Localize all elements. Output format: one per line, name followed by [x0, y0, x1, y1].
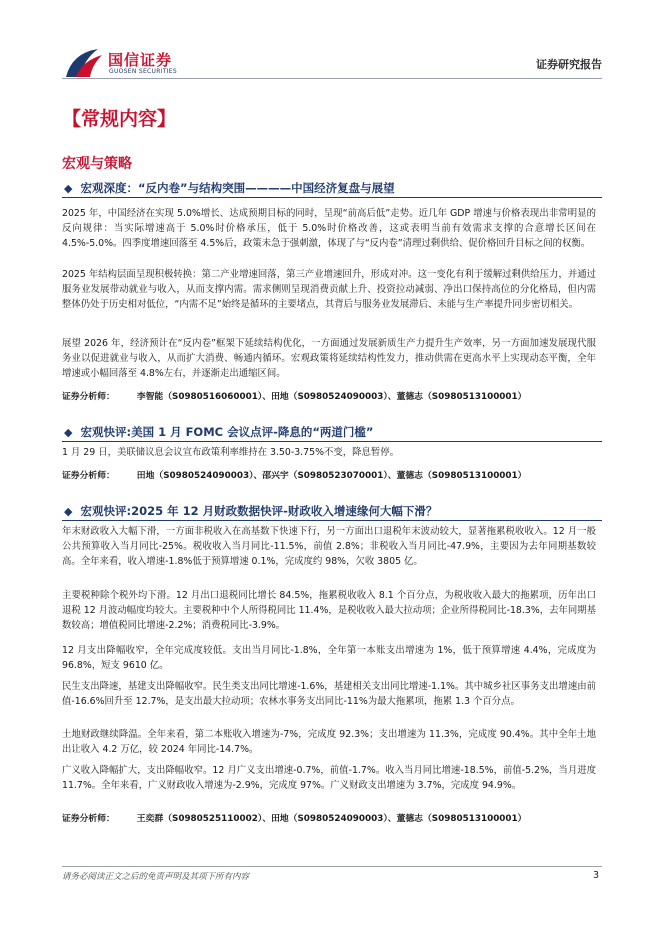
analyst-names: 李智能（S0980516060001）、田地（S0980524090003）、董德志（S0980513100001） [136, 392, 527, 402]
analyst-names: 王奕群（S0980525110002）、田地（S0980524090003）、董德志（S0980513100001） [136, 814, 527, 824]
paragraph: 1 月 29 日，美联储议息会议宣布政策利率维持在 3.50-3.75%不变，降息暂停。 [62, 447, 399, 458]
topic-title: 宏观快评:2025 年 12 月财政数据快评-财政收入增速缘何大幅下滑？ [80, 504, 438, 518]
paragraph: 展望 2026 年，经济预计在“反内卷”框架下延续结构优化，一方面通过发展新质生产力提升生产效率，另一方面加速发展现代服务业以促进就业与收入，从而扩大消费、畅通内循环。宏观政策将延续结构性发力，推动供需在更高水平上实现动态平衡，全年增速或小幅回落至 4.8%左右，并逐渐走出通缩区间。 [62, 338, 596, 379]
page-header [62, 42, 602, 82]
paragraph: 2025 年，中国经济在实现 5.0%增长、达成预期目标的同时，呈现“前高后低”走势。近几年 GDP 增速与价格表现出非常明显的反向规律：当实际增速高于 5.0%时价格承压，低于 5.0%时价格改善，这或表明当前有效需求支撑的合意增长区间在 4.5%-5.0%。四季度增速回落至 4.5%后，政策未急于强刺激，体现了与“反内卷”清理过剩供给、促价格回升目标之间的权衡。 [62, 208, 596, 249]
diamond-bullet-icon: ◆ [64, 505, 73, 518]
topic-heading [62, 180, 602, 196]
paragraph: 广义收入降幅扩大，支出降幅收窄。12 月广义支出增速-0.7%，前值-1.7%。收入当月同比增速-18.5%，前值-5.2%，当月进度 11.7%。全年来看，广义财政收入增速为-2.9%，完成度 97%。广义财政支出增速为 3.7%，完成度 94.9%。 [62, 765, 596, 791]
topic-heading [62, 503, 602, 519]
topic-title: 宏观快评:美国 1 月 FOMC 会议点评-降息的“两道门槛” [80, 425, 374, 439]
guosen-logo [64, 47, 214, 81]
paragraph: 2025 年结构层面呈现积极转换：第二产业增速回落，第三产业增速回升，形成对冲。这一变化有利于缓解过剩供给压力，并通过服务业发展带动就业与收入，从而支撑内需。需求侧则呈现消费贡献上升、投资拉动减弱、净出口保持高位的分化格局，但内需整体仍处于历史相对低位，“内需不足”始终是循环的主要堵点，其背后与服务业发展滞后、未能与生产率提升同步密切相关。 [62, 269, 596, 310]
analyst-label: 证券分析师： [62, 392, 115, 402]
topic-divider [62, 441, 602, 442]
subsection-title: 宏观与策略 [62, 156, 132, 172]
analyst-line [62, 389, 602, 402]
paragraph: 年末财政收入大幅下滑，一方面非税收入在高基数下快速下行，另一方面出口退税年末波动较大，显著拖累税收收入。12 月一般公共预算收入当月同比-25%。税收收入当月同比-11.5%，前值 2.8%；非税收入当月同比-47.9%，主要因为去年同期基数较高。全年来看，收入增速-1.8%低于预算增速 0.1%，完成度约 98%，欠收 3805 亿。 [62, 526, 596, 567]
paragraph: 12 月支出降幅收窄，全年完成度较低。支出当月同比-1.8%，全年第一本账支出增速为 1%，低于预算增速 4.4%，完成度为 96.8%，短支 9610 亿。 [62, 645, 596, 671]
analyst-label: 证券分析师： [62, 814, 115, 824]
topic-title: 宏观深度：“反内卷”与结构突围————中国经济复盘与展望 [80, 181, 395, 195]
footer-divider [62, 866, 602, 867]
topic-divider [62, 197, 602, 198]
paragraph: 民生支出降速，基建支出降幅收窄。民生类支出同比增速-1.6%，基建相关支出同比增速-1.1%。其中城乡社区事务支出增速由前值-16.6%回升至 12.7%，是支出最大拉动项；农林水事务支出同比-11%为最大拖累项，拖累 1.3 个百分点。 [62, 681, 596, 707]
diamond-bullet-icon: ◆ [64, 426, 73, 439]
analyst-names: 田地（S0980524090003）、邵兴宇（S0980523070001）、董德志（S0980513100001） [136, 471, 527, 481]
paragraph: 主要税种除个税外均下滑。12 月出口退税同比增长 84.5%，拖累税收收入 8.1 个百分点，为税收收入最大的拖累项，历年出口退税 12 月波动幅度均较大。主要税种中个人所得税同比 11.4%，是税收收入最大拉动项；企业所得税同比-18.3%，去年同期基数较高；增值税同比增速-2.2%；消费税同比-3.9%。 [62, 590, 596, 631]
topic-divider [62, 520, 602, 521]
report-type-label: 证券研究报告 [536, 58, 602, 71]
logo-chinese-name: 国信证券 [108, 51, 173, 69]
analyst-line [62, 468, 602, 481]
diamond-bullet-icon: ◆ [64, 182, 73, 195]
topic-heading [62, 424, 602, 440]
logo-english-name: GUOSEN SECURITIES [109, 68, 178, 75]
analyst-line [62, 811, 602, 824]
guosen-logo-icon [64, 47, 104, 79]
header-divider [62, 78, 602, 79]
paragraph: 土地财政继续降温。全年来看，第二本账收入增速为-7%，完成度 92.3%；支出增速为 11.3%，完成度 90.4%。其中全年土地出让收入 4.2 万亿，较 2024 年同比-14.7%。 [62, 729, 596, 755]
footer-disclaimer: 请务必阅读正文之后的免责声明及其项下所有内容 [62, 872, 250, 882]
page-number: 3 [592, 870, 599, 881]
analyst-label: 证券分析师： [62, 471, 115, 481]
section-title: 【常规内容】 [62, 108, 177, 130]
